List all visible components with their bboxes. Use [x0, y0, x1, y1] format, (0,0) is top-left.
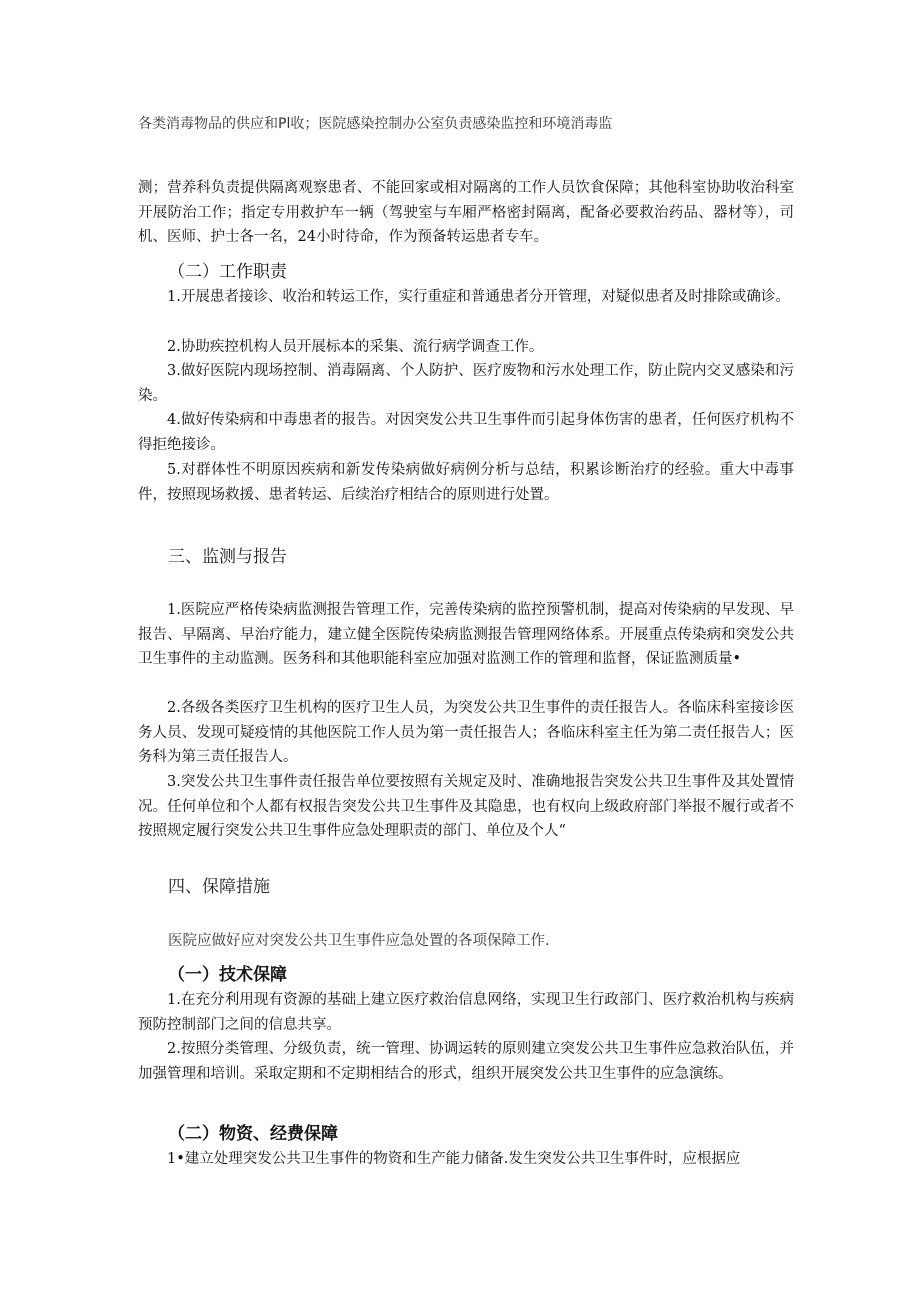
work-duties-heading: （二）工作职责 — [168, 262, 287, 282]
top-fragment-line: 各类消毒物品的供应和Pl收；医院感染控制办公室负责感染监控和环境消毒监 — [138, 116, 613, 132]
work-duty-item-3: 3.做好医院内现场控制、消毒隔离、个人防护、医疗废物和污水处理工作，防止院内交叉感染和污染。 — [138, 363, 794, 404]
work-duty-item-4: 4.做好传染病和中毒患者的报告。对因突发公共卫生事件而引起身体伤害的患者，任何医疗机构不得拒绝接诊。 — [138, 412, 794, 453]
technical-item-1: 1.在充分利用现有资源的基础上建立医疗救治信息网络，实现卫生行政部门、医疗救治机构与疾病预防控制部门之间的信息共享。 — [138, 992, 794, 1033]
materials-item-1: 1•建立处理突发公共卫生事件的物资和生产能力储备.发生突发公共卫生事件时，应根据应 — [167, 1151, 741, 1167]
work-duty-item-5: 5.对群体性不明原因疾病和新发传染病做好病例分析与总结，积累诊断治疗的经验。重大中毒事件，按照现场救援、患者转运、后续治疗相结合的原则进行处置。 — [138, 462, 794, 503]
work-duty-item-1: 1.开展患者接诊、收治和转运工作，实行重症和普通患者分开管理，对疑似患者及时排除或确诊。 — [167, 289, 790, 305]
monitoring-heading: 三、监测与报告 — [168, 547, 287, 567]
materials-funding-heading: （二）物资、经费保障 — [168, 1124, 338, 1144]
monitoring-item-3: 3.突发公共卫生事件责任报告单位要按照有关规定及时、准确地报告突发公共卫生事件及其处置情况。任何单位和个人都有权报告突发公共卫生事件及其隐患，也有权向上级政府部门举报不履行或者不按照规定履行突发公共卫生事件应急处理职责的部门、单位及个人“ — [138, 774, 794, 839]
monitoring-item-2: 2.各级各类医疗卫生机构的医疗卫生人员，为突发公共卫生事件的责任报告人。各临床科室接诊医务人员、发现可疑疫情的其他医院工作人员为第一责任报告人；各临床科室主任为第二责任报告人；医务科为第三责任报告人。 — [138, 700, 794, 765]
continuation-paragraph: 测；营养科负责提供隔离观察患者、不能回家或相对隔离的工作人员饮食保障；其他科室协助收治科室开展防治工作；指定专用救护车一辆（驾驶室与车厢严格密封隔离，配备必要救治药品、器材等），司机、医师、护士各一名，24小时待命，作为预备转运患者专车。 — [138, 180, 794, 245]
technical-item-2: 2.按照分类管理、分级负责，统一管理、协调运转的原则建立突发公共卫生事件应急救治队伍，并加强管理和培训。采取定期和不定期相结合的形式，组织开展突发公共卫生事件的应急演练。 — [138, 1041, 794, 1082]
safeguards-intro: 医院应做好应对突发公共卫生事件应急处置的各项保障工作. — [168, 933, 550, 949]
technical-support-heading: （一）技术保障 — [168, 965, 287, 985]
safeguards-heading: 四、保障措施 — [168, 877, 270, 897]
work-duty-item-2: 2.协助疾控机构人员开展标本的采集、流行病学调查工作。 — [167, 339, 544, 355]
monitoring-item-1: 1.医院应严格传染病监测报告管理工作，完善传染病的监控预警机制，提高对传染病的早发现、早报告、早隔离、早治疗能力，建立健全医院传染病监测报告管理网络体系。开展重点传染病和突发公共卫生事件的主动监测。医务科和其他职能科室应加强对监测工作的管理和监督，保证监测质量• — [138, 602, 794, 667]
